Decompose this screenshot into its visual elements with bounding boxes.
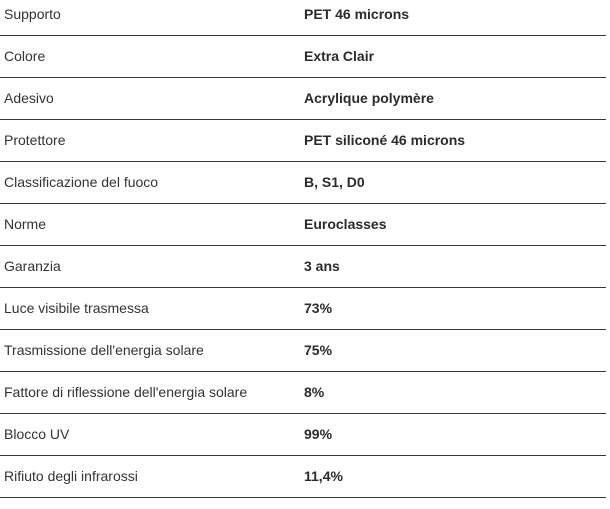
spec-row-rifiuto-infrarossi <box>0 456 606 498</box>
spec-row-classificazione-fuoco <box>0 162 606 204</box>
spec-label: Fattore di riflessione dell'energia solare <box>4 384 248 400</box>
spec-row-trasmissione-energia <box>0 330 606 372</box>
spec-value: 73% <box>304 300 333 316</box>
spec-label: Rifiuto degli infrarossi <box>4 468 138 484</box>
spec-row-riflessione-energia <box>0 372 606 414</box>
spec-row-blocco-uv <box>0 414 606 456</box>
spec-label: Classificazione del fuoco <box>4 174 159 190</box>
spec-row-supporto <box>0 0 606 36</box>
spec-label: Protettore <box>4 132 66 148</box>
spec-value: 8% <box>304 384 325 400</box>
spec-label: Blocco UV <box>4 426 70 442</box>
spec-value: 3 ans <box>304 258 340 274</box>
spec-label: Trasmissione dell'energia solare <box>4 342 204 358</box>
spec-value: Euroclasses <box>304 216 387 232</box>
spec-label: Luce visibile trasmessa <box>4 300 149 316</box>
spec-row-colore <box>0 36 606 78</box>
spec-value: Acrylique polymère <box>304 90 434 106</box>
spec-label: Supporto <box>4 6 61 22</box>
spec-row-adesivo <box>0 78 606 120</box>
spec-value: 75% <box>304 342 333 358</box>
spec-label: Garanzia <box>4 258 61 274</box>
spec-label: Norme <box>4 216 47 232</box>
spec-value: Extra Clair <box>304 48 375 64</box>
spec-row-luce-visibile <box>0 288 606 330</box>
spec-value: 99% <box>304 426 333 442</box>
spec-row-garanzia <box>0 246 606 288</box>
spec-row-protettore <box>0 120 606 162</box>
spec-row-norme <box>0 204 606 246</box>
spec-value: B, S1, D0 <box>304 174 365 190</box>
spec-value: 11,4% <box>304 468 343 484</box>
spec-label: Colore <box>4 48 46 64</box>
spec-value: PET 46 microns <box>304 6 410 22</box>
spec-label: Adesivo <box>4 90 54 106</box>
spec-value: PET siliconé 46 microns <box>304 132 466 148</box>
